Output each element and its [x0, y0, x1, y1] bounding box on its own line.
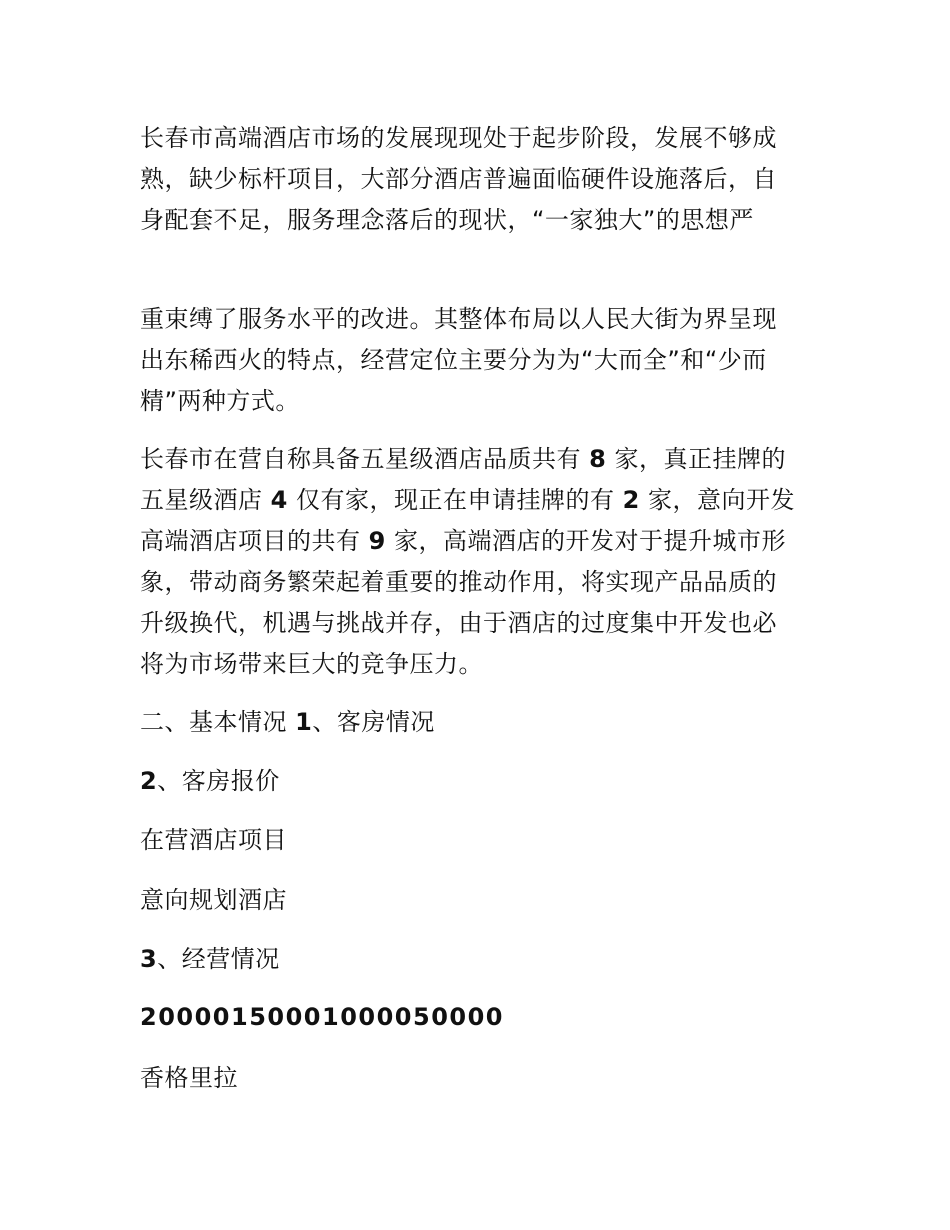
heading-basic-situation — [140, 702, 800, 743]
label-planned-hotels: 意向规划酒店 — [140, 886, 287, 914]
text-segment: 、经营情况 — [157, 945, 280, 973]
text-segment: 、客房报价 — [157, 767, 280, 795]
text-segment: 二、基本情况 — [140, 708, 296, 736]
count-number: 8 — [589, 445, 607, 473]
count-number: 2 — [622, 486, 640, 514]
section-number: 3 — [140, 945, 158, 973]
text-segment: 家，意向开发高端酒店项目的共有 — [140, 486, 795, 555]
section-number: 1 — [295, 708, 313, 736]
text-segment: 家，真正挂牌的五星级酒店 — [140, 445, 786, 514]
heading-operations — [140, 939, 800, 980]
heading-room-rates — [140, 761, 800, 802]
label-operating-hotels: 在营酒店项目 — [140, 826, 287, 854]
text-segment: 家，高端酒店的开发对于提升城市形象，带动商务繁荣起着重要的推动作用，将实现产品品质的升级换代，机遇与挑战并存，由于酒店的过度集中开发也必将为市场带来巨大的竞争压力。 — [140, 527, 786, 678]
paragraph-layout-positioning: 重束缚了服务水平的改进。其整体布局以人民大街为界呈现出东稀西火的特点，经营定位主要分为为“大而全”和“少而精”两种方式。 — [140, 305, 777, 415]
text-segment: 、客房情况 — [312, 708, 435, 736]
paragraph-hotel-counts — [140, 439, 800, 685]
text-segment: 长春市在营自称具备五星级酒店品质共有 — [140, 445, 590, 473]
count-number: 9 — [368, 527, 386, 555]
axis-number-sequence: 20000150001000050000 — [140, 1003, 504, 1031]
text-segment: 仅有家，现正在申请挂牌的有 — [287, 486, 623, 514]
count-number: 4 — [270, 486, 288, 514]
paragraph-market-overview: 长春市高端酒店市场的发展现现处于起步阶段，发展不够成熟，缺少标杆项目，大部分酒店普遍面临硬件设施落后，自身配套不足，服务理念落后的现状，“一家独大”的思想严 — [140, 124, 777, 234]
label-shangri-la: 香格里拉 — [140, 1064, 238, 1092]
section-number: 2 — [140, 767, 158, 795]
